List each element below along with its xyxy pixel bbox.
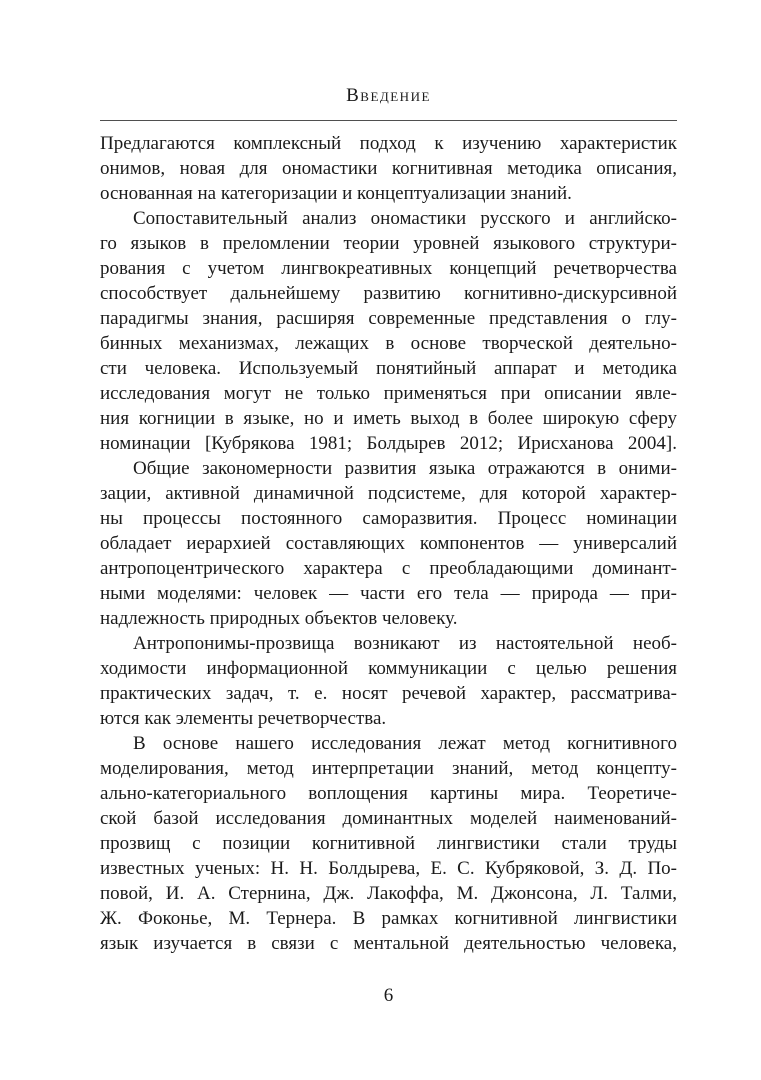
text-line: известных ученых: Н. Н. Болдырева, Е. С. Кубряковой, З. Д. По-: [100, 858, 677, 879]
text-line: основанная на категоризации и концептуализации знаний.: [100, 183, 572, 204]
text-line: бинных механизмах, лежащих в основе творческой деятельно-: [100, 333, 677, 354]
body-text: [100, 131, 677, 956]
text-line: ными моделями: человек — части его тела — природа — при-: [100, 583, 677, 604]
text-line: ходимости информационной коммуникации с целью решения: [100, 658, 677, 679]
text-line: Сопоставительный анализ ономастики русского и английско-: [133, 208, 677, 229]
text-line: способствует дальнейшему развитию когнитивно-дискурсивной: [100, 283, 677, 304]
text-line: зации, активной динамичной подсистеме, для которой характер-: [100, 483, 677, 504]
text-line: Общие закономерности развития языка отражаются в оними-: [133, 458, 677, 479]
text-line: повой, И. А. Стернина, Дж. Лакоффа, М. Джонсона, Л. Талми,: [100, 883, 677, 904]
text-line: ально-категориального воплощения картины мира. Теоретиче-: [100, 783, 677, 804]
text-line: Предлагаются комплексный подход к изучению характеристик: [100, 133, 677, 154]
text-line: онимов, новая для ономастики когнитивная методика описания,: [100, 158, 677, 179]
text-line: ния когниции в языке, но и иметь выход в более широкую сферу: [100, 408, 677, 429]
text-line: моделирования, метод интерпретации знаний, метод концепту-: [100, 758, 677, 779]
text-line: язык изучается в связи с ментальной деятельностью человека,: [100, 933, 677, 954]
text-line: сти человека. Используемый понятийный аппарат и методика: [100, 358, 677, 379]
header-rule: [100, 120, 677, 121]
text-line: ской базой исследования доминантных моделей наименований-: [100, 808, 677, 829]
text-line: прозвищ с позиции когнитивной лингвистики стали труды: [100, 833, 677, 854]
text-line: Ж. Фоконье, М. Тернера. В рамках когнитивной лингвистики: [100, 908, 677, 929]
text-column: [100, 84, 677, 956]
chapter-heading: Введение: [346, 85, 431, 106]
text-line: ются как элементы речетворчества.: [100, 708, 387, 729]
text-line: номинации [Кубрякова 1981; Болдырев 2012; Ирисханова 2004].: [100, 433, 677, 454]
text-line: антропоцентрического характера с преобладающими доминант-: [100, 558, 677, 579]
page-number: 6: [383, 985, 394, 1006]
text-line: рования с учетом лингвокреативных концепций речетворчества: [100, 258, 677, 279]
text-line: обладает иерархией составляющих компонентов — универсалий: [100, 533, 677, 554]
text-line: надлежность природных объектов человеку.: [100, 608, 458, 629]
text-line: Антропонимы-прозвища возникают из настоятельной необ-: [133, 633, 677, 654]
text-line: парадигмы знания, расширяя современные представления о глу-: [100, 308, 677, 329]
text-line: исследования могут не только применяться при описании явле-: [100, 383, 677, 404]
text-line: В основе нашего исследования лежат метод когнитивного: [133, 733, 677, 754]
text-line: практических задач, т. е. носят речевой характер, рассматрива-: [100, 683, 677, 704]
text-line: ны процессы постоянного саморазвития. Процесс номинации: [100, 508, 677, 529]
text-line: го языков в преломлении теории уровней языкового структури-: [100, 233, 677, 254]
